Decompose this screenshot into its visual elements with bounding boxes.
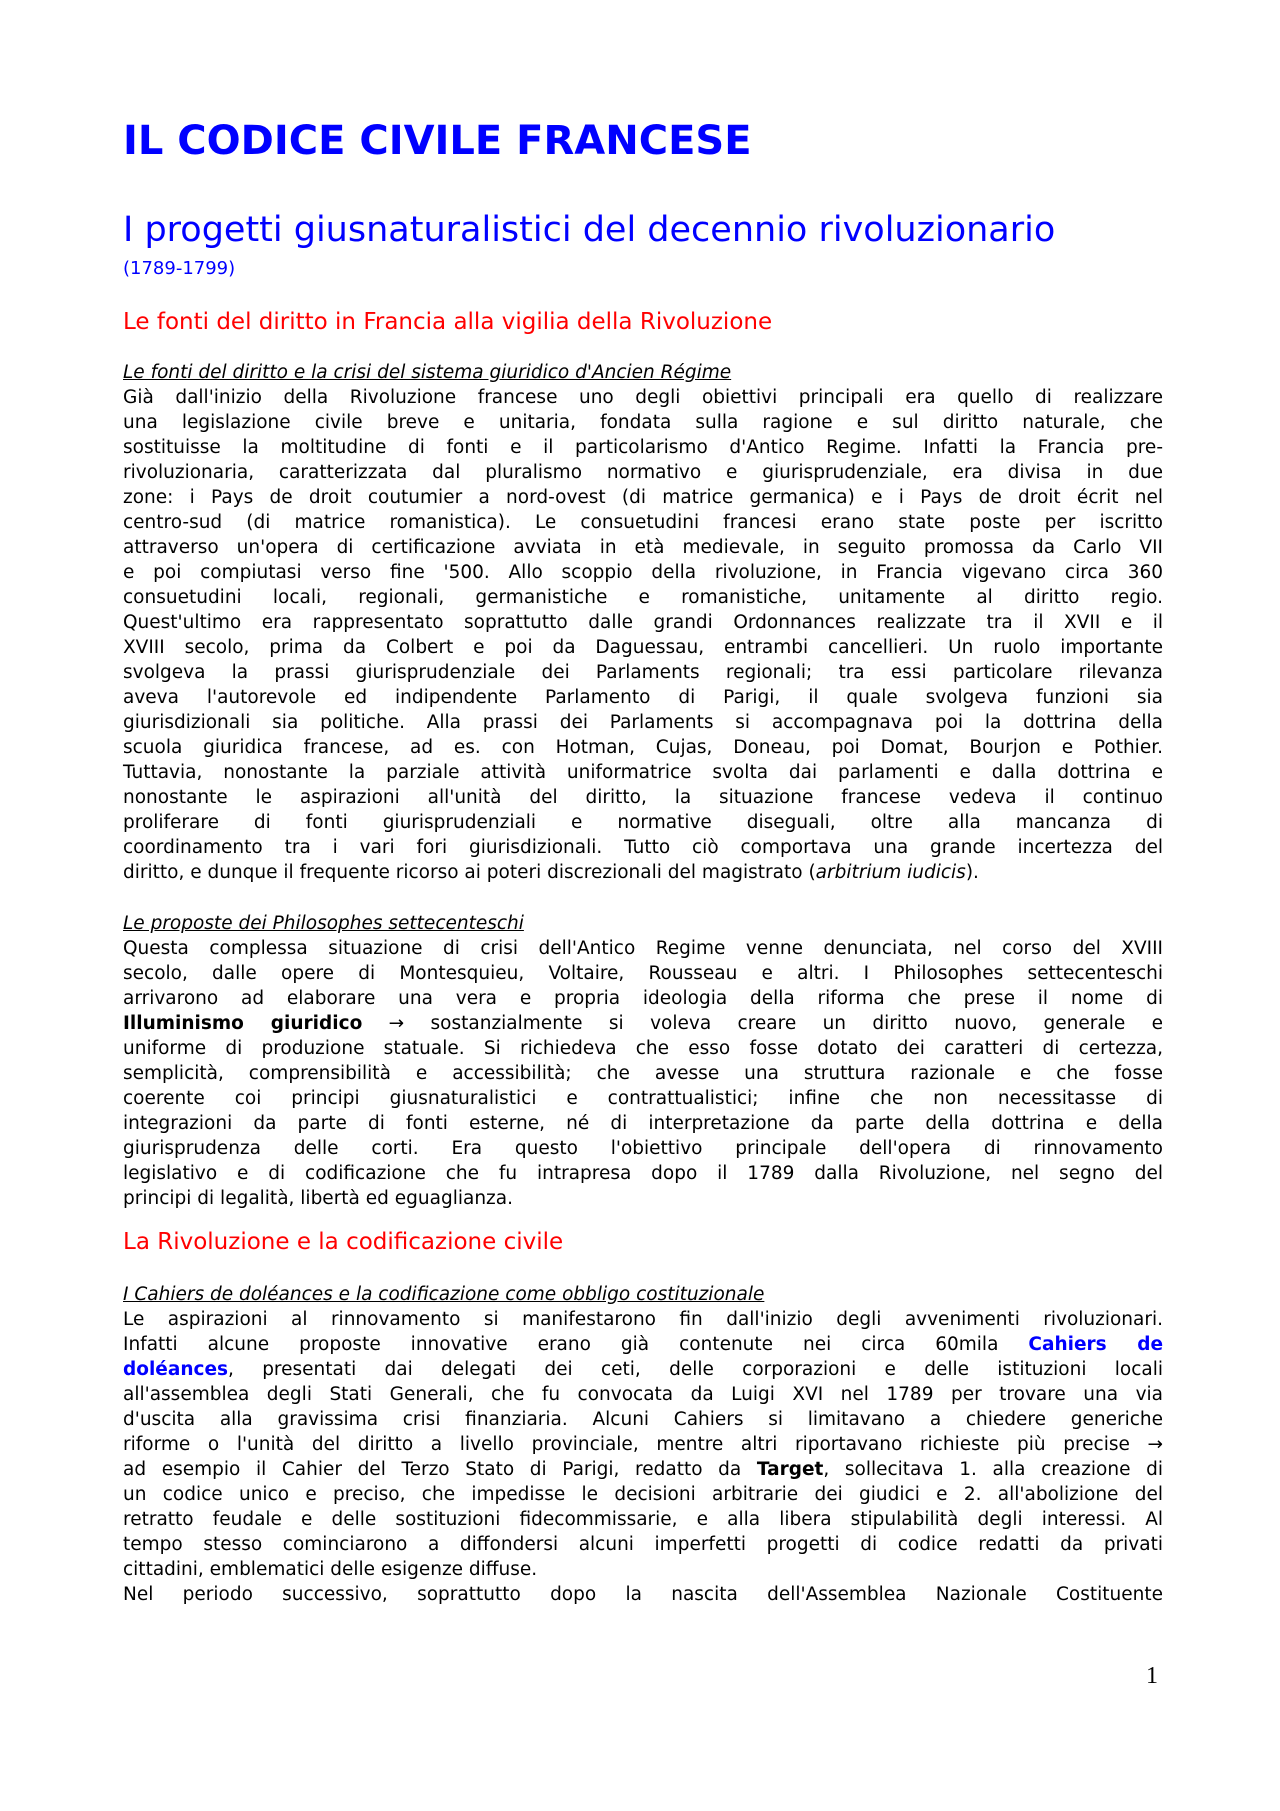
text-line: attraverso un'opera di certificazione avviata in età medievale, in seguito promossa da Carlo VII — [123, 537, 1163, 558]
text-line: sostituisse la moltitudine di fonti e il particolarismo d'Antico Regime. Infatti la Francia pre- — [123, 437, 1163, 458]
document-title: IL CODICE CIVILE FRANCESE — [123, 118, 752, 164]
text-line: d'uscita alla gravissima crisi finanziaria. Alcuni Cahiers si limitavano a chiedere generiche — [123, 1409, 1163, 1430]
text-line: rivoluzionaria, caratterizzata dal pluralismo normativo e giurisprudenziale, era divisa in due — [123, 462, 1163, 483]
doleances-link[interactable]: doléances — [123, 1359, 229, 1380]
latin-term: arbitrium iudicis — [815, 862, 966, 883]
subsection-heading: Le proposte dei Philosophes settecenteschi — [123, 913, 524, 934]
text-line: tempo stesso cominciarono a diffondersi alcuni imperfetti progetti di codice redatti da privati — [123, 1534, 1163, 1555]
text-line: uniforme di produzione statuale. Si richiedeva che esso fosse dotato dei caratteri di certezza, — [123, 1038, 1163, 1059]
page-number: 1 — [1146, 1663, 1158, 1689]
text-span: ad esempio il Cahier del Terzo Stato di Parigi, redatto da — [123, 1459, 742, 1480]
text-line: retratto feudale e delle sostituzioni fidecommissarie, e alla libera stipulabilità degli interessi. Al — [123, 1509, 1163, 1530]
text-line: nonostante le aspirazioni all'unità del diritto, la situazione francese vedeva il continuo — [123, 787, 1163, 808]
text-line: XVIII secolo, prima da Colbert e poi da Daguessau, entrambi cancellieri. Un ruolo importante — [123, 637, 1163, 658]
cahiers-link[interactable]: Cahiers de — [1028, 1334, 1163, 1355]
text-line: svolgeva la prassi giurisprudenziale dei Parlaments regionali; tra essi particolare rilevanza — [123, 662, 1163, 683]
text-line: aveva l'autorevole ed indipendente Parlamento di Parigi, il quale svolgeva funzioni sia — [123, 687, 1163, 708]
text-line — [123, 1457, 1163, 1482]
text-span: ). — [965, 862, 979, 883]
text-line: Questa complessa situazione di crisi dell'Antico Regime venne denunciata, nel corso del XVIII — [123, 938, 1163, 959]
subsection-heading: I Cahiers de doléances e la codificazione come obbligo costituzionale — [123, 1284, 765, 1305]
chapter-heading: Le fonti del diritto in Francia alla vigilia della Rivoluzione — [123, 309, 773, 335]
text-line: secolo, dalle opere di Montesquieu, Voltaire, Rousseau e altri. I Philosophes settecenteschi — [123, 963, 1163, 984]
text-line: zone: i Pays de droit coutumier a nord-ovest (di matrice germanica) e i Pays de droit écrit nel — [123, 487, 1163, 508]
text-line: Le aspirazioni al rinnovamento si manifestarono fin dall'inizio degli avvenimenti rivoluzionari. — [123, 1309, 1163, 1330]
text-line: proliferare di fonti giurisprudenziali e normative diseguali, oltre alla mancanza di — [123, 812, 1163, 833]
text-span: diritto, e dunque il frequente ricorso ai poteri discrezionali del magistrato ( — [123, 862, 816, 883]
text-line: arrivarono ad elaborare una vera e propria ideologia della riforma che prese il nome di — [123, 988, 1163, 1009]
text-line — [123, 1011, 1163, 1036]
text-line: scuola giuridica francese, ad es. con Hotman, Cujas, Doneau, poi Domat, Bourjon e Pothier. — [123, 737, 1163, 758]
text-line — [123, 1357, 1163, 1382]
text-span: Infatti alcune proposte innovative erano già contenute nei circa 60mila — [123, 1334, 999, 1355]
arrow-icon: → — [388, 1013, 405, 1034]
text-line: una legislazione civile breve e unitaria, fondata sulla ragione e sul diritto naturale, che — [123, 412, 1163, 433]
text-line: Quest'ultimo era rappresentato soprattutto dalle grandi Ordonnances realizzate tra il XVII e il — [123, 612, 1163, 633]
text-line: un codice unico e preciso, che impedisse le decisioni arbitrarie dei giudici e 2. all'abolizione del — [123, 1484, 1163, 1505]
text-span: sostanzialmente si voleva creare un diritto nuovo, generale e — [430, 1013, 1163, 1034]
text-line: giurisdizionali sia politiche. Alla prassi dei Parlaments si accompagnava poi la dottrina della — [123, 712, 1163, 733]
text-line: giurisprudenza delle corti. Era questo l'obiettivo principale dell'opera di rinnovamento — [123, 1138, 1163, 1159]
text-line: riforme o l'unità del diritto a livello provinciale, mentre altri riportavano richieste più precise → — [123, 1434, 1163, 1455]
text-line: Tuttavia, nonostante la parziale attività uniformatrice svolta dai parlamenti e dalla dottrina e — [123, 762, 1163, 783]
section-heading: I progetti giusnaturalistici del decennio rivoluzionario — [123, 210, 1056, 250]
text-line: consuetudini locali, regionali, germanistiche e romanistiche, unitamente al diritto regio. — [123, 587, 1163, 608]
text-line — [123, 1332, 1163, 1357]
text-line: Nel periodo successivo, soprattutto dopo la nascita dell'Assemblea Nazionale Costituente — [123, 1584, 1163, 1605]
text-span: , sollecitava 1. alla creazione di — [823, 1459, 1163, 1480]
text-line: e poi compiutasi verso fine '500. Allo scoppio della rivoluzione, in Francia vigevano circa 360 — [123, 562, 1163, 583]
text-line: coerente coi principi giusnaturalistici e contrattualistici; infine che non necessitasse di — [123, 1088, 1163, 1109]
section-dates: (1789-1799) — [123, 258, 236, 279]
text-line: integrazioni da parte di fonti esterne, né di interpretazione da parte della dottrina e della — [123, 1113, 1163, 1134]
text-line: cittadini, emblematici delle esigenze diffuse. — [123, 1559, 538, 1580]
text-span: , presentati dai delegati dei ceti, delle corporazioni e delle istituzioni locali — [228, 1359, 1163, 1380]
chapter-heading: La Rivoluzione e la codificazione civile — [123, 1229, 564, 1255]
text-line: semplicità, comprensibilità e accessibilità; che avesse una struttura razionale e che fosse — [123, 1063, 1163, 1084]
text-line — [123, 860, 1163, 885]
key-term: Illuminismo giuridico — [123, 1013, 363, 1034]
text-line: legislativo e di codificazione che fu intrapresa dopo il 1789 dalla Rivoluzione, nel segno del — [123, 1163, 1163, 1184]
key-term: Target — [756, 1459, 824, 1480]
text-line: principi di legalità, libertà ed eguaglianza. — [123, 1188, 513, 1209]
text-line: Già dall'inizio della Rivoluzione francese uno degli obiettivi principali era quello di realizzare — [123, 387, 1163, 408]
text-line: centro-sud (di matrice romanistica). Le consuetudini francesi erano state poste per iscritto — [123, 512, 1163, 533]
text-line: all'assemblea degli Stati Generali, che fu convocata da Luigi XVI nel 1789 per trovare una via — [123, 1384, 1163, 1405]
subsection-heading: Le fonti del diritto e la crisi del sistema giuridico d'Ancien Régime — [123, 362, 732, 383]
text-line: coordinamento tra i vari fori giurisdizionali. Tutto ciò comportava una grande incertezza del — [123, 837, 1163, 858]
